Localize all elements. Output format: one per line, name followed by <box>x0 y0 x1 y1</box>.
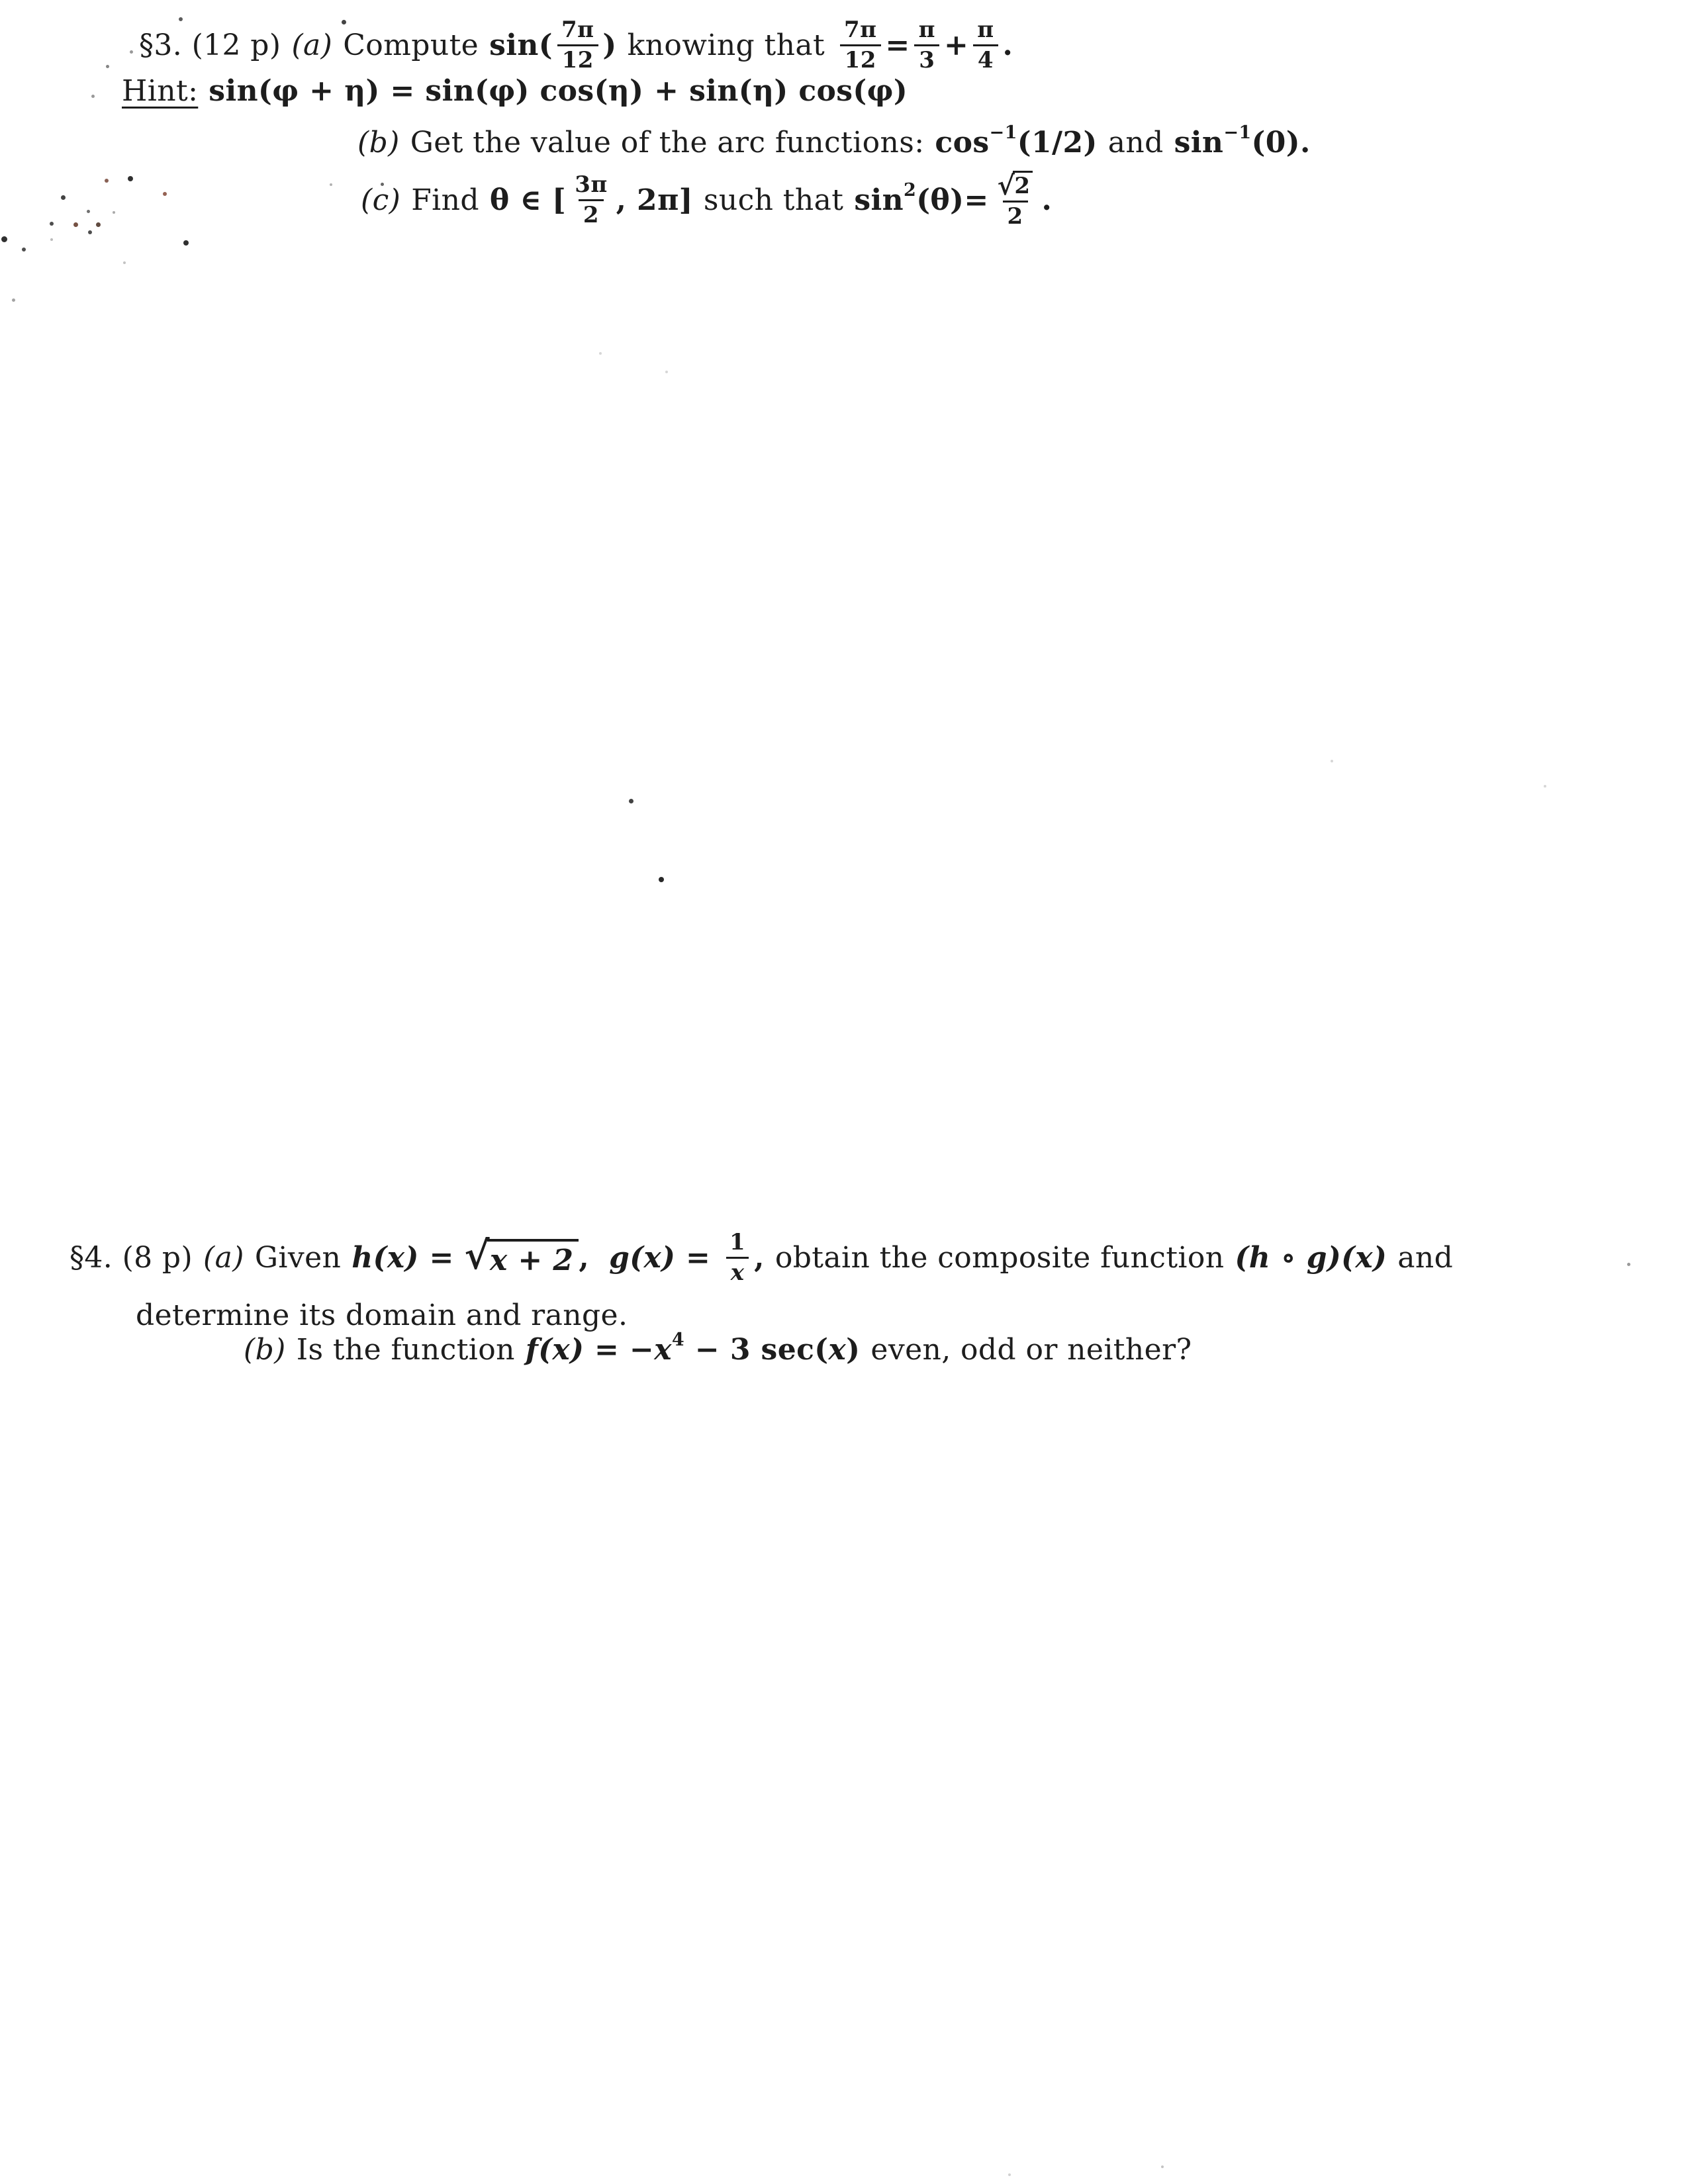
p3-part-a-label: (a) <box>291 28 333 63</box>
scan-speck <box>1331 760 1333 762</box>
radicand: 2 <box>1013 171 1033 199</box>
p3-part-b-label: (b) <box>357 126 400 159</box>
p3-part-b-line <box>357 122 1311 159</box>
p3-heading: §3. (12 p) <box>139 28 281 63</box>
scan-speck <box>163 192 167 196</box>
theta-in-bracket: θ ∈ [ <box>489 183 567 218</box>
scan-speck <box>128 176 133 181</box>
p3-sin-open: sin( <box>489 28 553 63</box>
plus-sign: + <box>943 28 969 63</box>
p4-h-function <box>352 1232 590 1278</box>
scan-speck <box>12 298 15 302</box>
frac-denominator: 4 <box>973 44 998 73</box>
scan-speck <box>73 222 78 227</box>
comma: , <box>579 1241 590 1275</box>
p4-given-text: Given <box>254 1241 342 1275</box>
radical-sign: √ <box>464 1232 490 1278</box>
close-paren: ) <box>846 1333 861 1367</box>
p4-f-function <box>525 1330 861 1367</box>
sin-function: sin <box>854 183 904 218</box>
p3-frac-pi-3 <box>914 17 940 73</box>
scan-speck <box>113 211 115 214</box>
frac-denominator: 2 <box>579 199 604 228</box>
scan-speck <box>629 799 633 803</box>
frac-numerator: 7π <box>844 17 877 43</box>
frac-denominator: 12 <box>840 44 881 73</box>
radicand: x + 2 <box>487 1239 579 1277</box>
scan-speck <box>1008 2173 1011 2176</box>
p4-obtain-text: obtain the composite function <box>774 1241 1225 1275</box>
scan-speck <box>1627 1263 1630 1266</box>
frac-denominator: 2 <box>1003 201 1028 230</box>
g-of-x: g(x) <box>609 1241 676 1275</box>
cos-function: cos <box>935 126 990 159</box>
p4-part-b-line <box>244 1330 1192 1367</box>
period: . <box>1041 183 1053 218</box>
frac-numerator: π <box>918 17 935 43</box>
scan-speck <box>665 371 668 373</box>
p3-identity-expression <box>835 17 1013 73</box>
p3-part-a-line <box>139 17 1013 73</box>
p3-part-b-text: Get the value of the arc functions: <box>410 126 925 159</box>
p3-such-that-text: such that <box>703 183 844 218</box>
equals-minus: = − <box>584 1333 655 1367</box>
p4-domain-range-text: determine its domain and range. <box>136 1298 628 1332</box>
equals-sign: = <box>885 28 910 63</box>
p3-arccos-expression <box>935 122 1098 159</box>
scan-speck <box>183 240 189 246</box>
equals-sign: = <box>964 183 989 218</box>
scan-speck <box>106 65 109 68</box>
p4-part-a-label: (a) <box>203 1241 244 1275</box>
scan-speck <box>50 222 54 226</box>
p3-compute-text: Compute <box>343 28 479 63</box>
f-of-x: f(x) <box>525 1333 585 1367</box>
p3-frac-3pi-2 <box>570 172 612 228</box>
p3-sin-expression <box>489 17 616 73</box>
p4-part-b-label: (b) <box>244 1333 286 1367</box>
scan-speck <box>22 248 26 251</box>
minus-3-sec: − 3 sec( <box>684 1333 829 1367</box>
fourth-power-exponent: 4 <box>671 1330 685 1350</box>
squared-exponent: 2 <box>904 180 917 201</box>
scan-speck <box>1 236 7 242</box>
p3-part-c-line <box>361 171 1052 230</box>
frac-numerator: 3π <box>575 171 608 198</box>
equals-sign: = <box>675 1241 722 1275</box>
inverse-exponent: −1 <box>1223 122 1252 143</box>
p3-frac-7pi-12-b <box>839 17 881 73</box>
x-variable: x <box>654 1333 672 1367</box>
scan-speck <box>1544 785 1546 788</box>
h-compose-g: (h ∘ g)(x) <box>1235 1241 1387 1275</box>
p3-sin-squared-equation <box>854 171 1052 230</box>
p3-and-text: and <box>1107 126 1164 159</box>
scan-speck <box>87 210 90 213</box>
frac-denominator: x <box>726 1257 749 1286</box>
scan-speck <box>130 50 133 54</box>
scan-speck <box>659 877 664 882</box>
p3-hint-formula <box>209 74 908 108</box>
radical-sign: √ <box>997 170 1015 202</box>
p4-part-a-continuation <box>136 1298 628 1332</box>
x-variable: x <box>828 1333 847 1367</box>
comma: , <box>754 1241 765 1275</box>
p4-frac-1-x <box>725 1230 750 1286</box>
period: . <box>1002 28 1013 63</box>
p3-sin-close: ) <box>602 28 617 63</box>
p3-hint-line <box>122 74 908 108</box>
period: . <box>1300 126 1311 159</box>
arcsin-argument: (0) <box>1251 126 1300 159</box>
p3-part-c-label: (c) <box>361 183 401 218</box>
frac-numerator: 7π <box>561 17 594 43</box>
scan-speck <box>88 230 92 234</box>
p4-radical-x-plus-2 <box>464 1232 579 1278</box>
equals-sign: = <box>418 1241 465 1275</box>
inverse-exponent: −1 <box>989 122 1017 143</box>
p3-hint-label: Hint: <box>122 74 199 108</box>
scan-speck <box>61 195 66 200</box>
p3-knowing-text: knowing that <box>627 28 825 63</box>
scan-speck <box>599 352 602 355</box>
theta-argument: (θ) <box>916 183 964 218</box>
frac-denominator: 3 <box>914 44 939 73</box>
scan-speck <box>96 222 101 227</box>
scan-speck <box>330 183 332 186</box>
arccos-argument: (1/2) <box>1017 126 1098 159</box>
p4-composite-notation <box>1235 1241 1387 1275</box>
p3-frac-7pi-12 <box>557 17 598 73</box>
p3-find-text: Find <box>411 183 479 218</box>
sine-addition-formula: sin(φ + η) = sin(φ) cos(η) + sin(η) cos(φ) <box>209 74 908 108</box>
p4-question-text: even, odd or neither? <box>870 1333 1192 1367</box>
p3-frac-pi-4 <box>972 17 998 73</box>
frac-numerator: π <box>977 17 994 43</box>
p4-heading: §4. (8 p) <box>70 1241 193 1275</box>
p3-theta-interval <box>490 172 693 228</box>
p4-part-a-line <box>70 1230 1453 1286</box>
p4-part-b-text: Is the function <box>296 1333 515 1367</box>
scan-speck <box>91 95 95 98</box>
interval-close: , 2π] <box>616 183 693 218</box>
p3-frac-sqrt2-2 <box>993 171 1038 230</box>
scan-speck <box>105 179 109 183</box>
scan-speck <box>50 238 53 241</box>
scan-speck <box>1161 2165 1164 2168</box>
sin-function: sin <box>1174 126 1224 159</box>
frac-numerator: 1 <box>729 1229 746 1255</box>
p4-g-function <box>609 1230 765 1286</box>
p4-and-text: and <box>1397 1241 1454 1275</box>
frac-numerator <box>993 171 1038 201</box>
frac-denominator: 12 <box>557 44 598 73</box>
scan-speck <box>123 261 126 264</box>
p3-arcsin-expression <box>1174 122 1311 159</box>
h-of-x: h(x) <box>352 1241 419 1275</box>
